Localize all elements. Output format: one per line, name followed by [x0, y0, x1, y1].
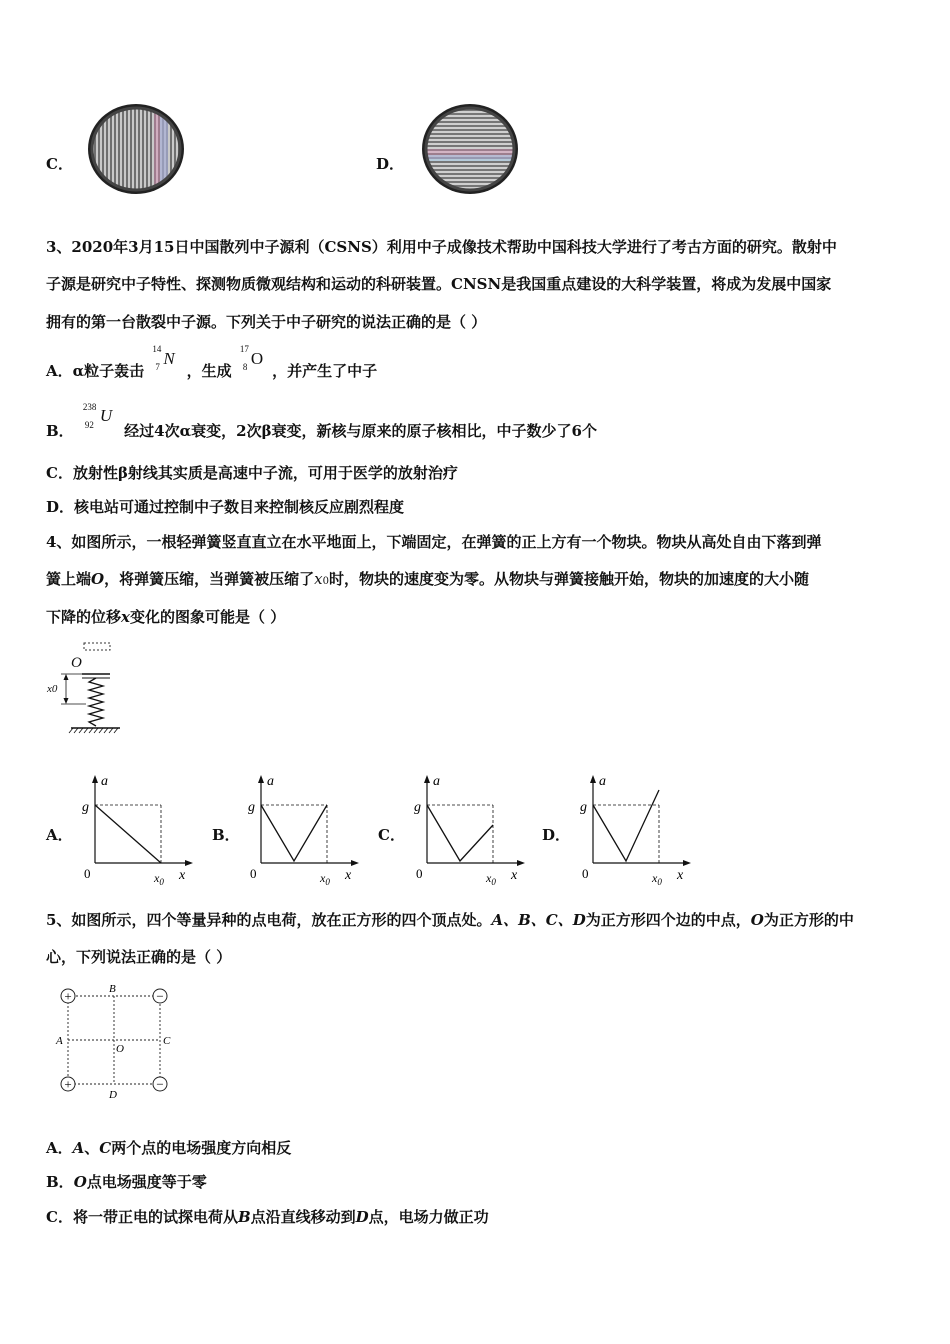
q4-graph-b — [246, 770, 366, 885]
svg-text:−: − — [156, 988, 164, 1004]
compression-label: x0 — [47, 683, 58, 695]
svg-text:g: g — [414, 800, 421, 815]
point-a-label: A — [56, 1035, 63, 1047]
svg-text:0: 0 — [416, 866, 423, 881]
q3-option-a-suffix: ，并产生了中子 — [272, 362, 378, 380]
q3-option-b-prefix: B． — [46, 422, 74, 440]
point-b-label: B — [109, 983, 116, 995]
svg-text:x0: $x_0$ — [320, 871, 330, 885]
graph-d-curve — [593, 790, 659, 861]
q3-stem-line-1: 3、2020年3月15日中国散列中子源利（CSNS）利用中子成像技术帮助中国科技大学进行了考古方面的研究。散射中 — [46, 238, 837, 256]
q4-option-c-label: C． — [378, 826, 405, 844]
q3-option-a-mid: ，生成 — [186, 362, 232, 380]
q5-square-figure — [52, 980, 182, 1102]
q4-stem-line-3: 下降的位移x变化的图象可能是（ ） — [46, 608, 286, 626]
spring-top-label: O — [71, 655, 82, 671]
q2-option-d-image — [420, 101, 522, 197]
svg-text:x0: $x_0$ — [652, 871, 662, 885]
point-d-label: D — [109, 1089, 117, 1101]
q5-option-a: A．A、C两个点的电场强度方向相反 — [46, 1139, 292, 1157]
q4-graph-a — [80, 770, 200, 885]
q3-option-a — [46, 344, 378, 381]
q3-option-c: C．放射性β射线其实质是高速中子流，可用于医学的放射治疗 — [46, 464, 458, 482]
charge-top-left — [61, 989, 75, 1004]
svg-text:a: a — [599, 774, 606, 789]
svg-text:a: a — [267, 774, 274, 789]
svg-text:+: + — [64, 988, 72, 1004]
q3-option-a-prefix: A．α粒子轰击 — [46, 362, 145, 380]
svg-text:g: g — [580, 800, 587, 815]
svg-text:x0: $x_0$ — [154, 871, 164, 885]
q5-stem-line-1: 5、如图所示，四个等量异种的点电荷，放在正方形的四个顶点处。A、B、C、D为正方形四个边的中点，O为正方形的中 — [46, 911, 854, 929]
spring-coil — [89, 678, 103, 726]
svg-text:0: 0 — [582, 866, 589, 881]
q3-stem-line-3: 拥有的第一台散裂中子源。下列关于中子研究的说法正确的是（ ） — [46, 313, 487, 331]
q2-option-d-label: D． — [376, 155, 405, 173]
q4-stem-line-1: 4、如图所示，一根轻弹簧竖直直立在水平地面上，下端固定，在弹簧的正上方有一个物块。物块从高处自由下落到弹 — [46, 533, 822, 551]
svg-text:+: + — [64, 1076, 72, 1092]
svg-text:0: 0 — [250, 866, 257, 881]
svg-text:x: x — [677, 868, 684, 883]
q3-option-b-text: 经过4次α衰变，2次β衰变，新核与原来的原子核相比，中子数少了6个 — [124, 422, 597, 440]
svg-text:x: x — [511, 868, 518, 883]
svg-text:a: a — [433, 774, 440, 789]
graph-b-curve — [261, 805, 327, 861]
uranium-238-nuclide: 238 92 U — [82, 402, 113, 430]
falling-block — [84, 643, 110, 650]
q4-spring-figure — [44, 640, 124, 736]
svg-text:x0: $x_0$ — [486, 871, 496, 885]
q4-stem-line-2: 簧上端O，将弹簧压缩，当弹簧被压缩了x0时，物块的速度变为零。从物块与弹簧接触开始，物块的加速度的大小随 — [46, 570, 809, 588]
svg-text:g: g — [82, 800, 89, 815]
q4-graph-d — [578, 770, 698, 885]
q3-option-d: D．核电站可通过控制中子数目来控制核反应剧烈程度 — [46, 498, 405, 516]
q2-option-c-image — [86, 101, 190, 197]
q3-option-b — [46, 402, 597, 441]
svg-text:0: 0 — [84, 866, 91, 881]
svg-text:x: x — [179, 868, 186, 883]
q5-stem-line-2: 心，下列说法正确的是（ ） — [46, 948, 232, 966]
charge-bottom-left — [61, 1077, 75, 1092]
nitrogen-14-nuclide: 14 7 N — [152, 344, 175, 372]
graph-c-curve — [427, 805, 493, 861]
oxygen-17-nuclide: 17 8 O — [239, 344, 264, 372]
point-c-label: C — [163, 1035, 171, 1047]
q5-option-b: B．O点电场强度等于零 — [46, 1173, 207, 1191]
q2-option-c-label: C． — [46, 155, 73, 173]
svg-text:g: g — [248, 800, 255, 815]
q4-option-b-label: B． — [212, 826, 240, 844]
graph-a-curve — [95, 805, 161, 863]
q3-stem-line-2: 子源是研究中子特性、探测物质微观结构和运动的科研装置。CNSN是我国重点建设的大科学装置，将成为发展中国家 — [46, 275, 832, 293]
point-o-label: O — [116, 1043, 124, 1055]
q4-option-a-label: A． — [46, 826, 73, 844]
charge-top-right — [153, 989, 167, 1004]
charge-bottom-right — [153, 1077, 167, 1092]
q5-option-c: C．将一带正电的试探电荷从B点沿直线移动到D点，电场力做正功 — [46, 1208, 489, 1226]
svg-text:x: x — [345, 868, 352, 883]
svg-text:a: a — [101, 774, 108, 789]
svg-text:−: − — [156, 1076, 164, 1092]
q4-graph-c — [412, 770, 532, 885]
q4-option-d-label: D． — [542, 826, 571, 844]
